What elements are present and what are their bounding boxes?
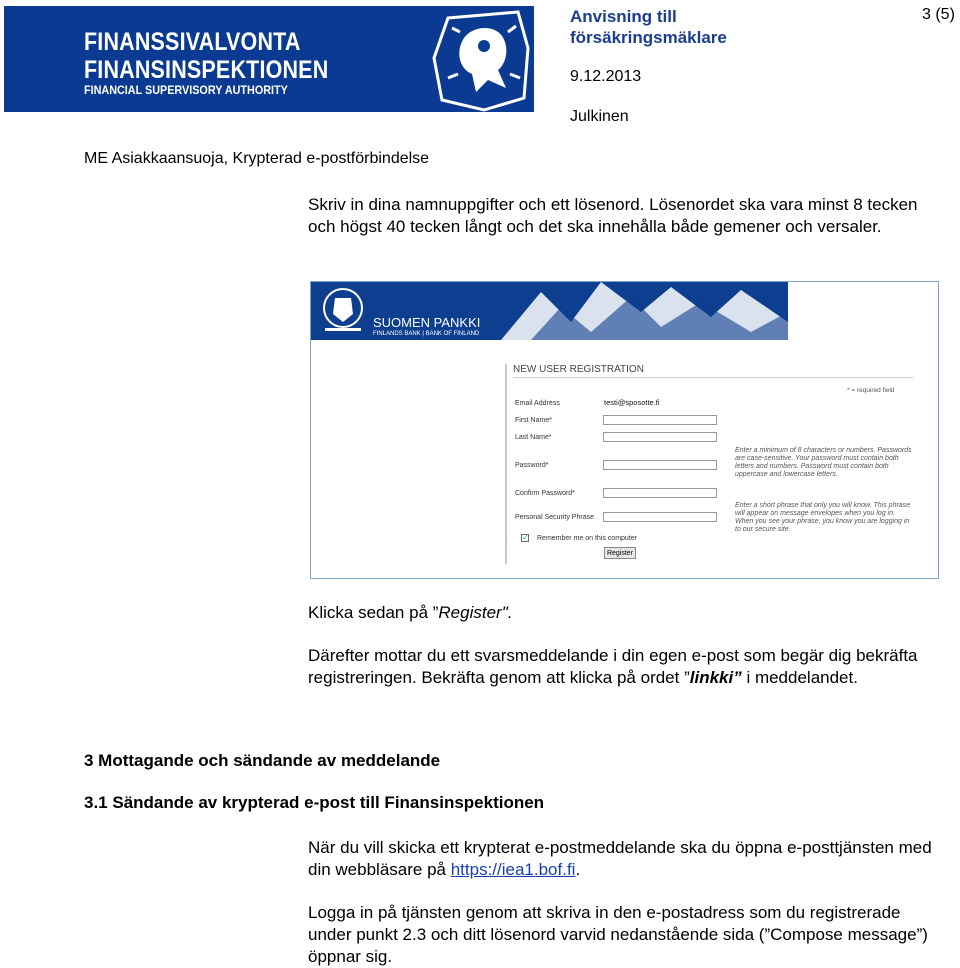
confirmation-text-end: i meddelandet. <box>741 668 858 687</box>
service-url-link[interactable]: https://iea1.bof.fi <box>450 860 576 879</box>
bank-subtitle: FINLANDS BANK | BANK OF FINLAND <box>373 331 480 337</box>
document-classification: Julkinen <box>570 108 629 125</box>
paragraph-click-register <box>308 602 512 624</box>
logo-text-line1: FINANSSIVALVONTA <box>84 28 301 56</box>
email-label: Email Address <box>515 400 560 407</box>
logo-text-line2: FINANSINSPEKTIONEN <box>84 56 329 84</box>
register-word: Register". <box>438 603 513 622</box>
linkki-word: linkki” <box>689 668 742 687</box>
security-phrase-label: Personal Security Phrase <box>515 514 594 521</box>
document-title <box>570 6 727 48</box>
confirm-password-field[interactable] <box>603 488 717 498</box>
remember-me-label: Remember me on this computer <box>537 535 637 542</box>
open-service-text: När du vill skicka ett krypterat e-postmeddelande ska du öppna e-posttjänsten med din webbläsare på <box>308 838 932 879</box>
document-date: 9.12.2013 <box>570 68 642 85</box>
password-hint: Enter a minimum of 8 characters or numbers. Passwords are case-sensitive. Your password must contain both letters and numbers. Password must contain both uppercase and lowercase letters. <box>735 447 912 478</box>
remember-me-checkbox[interactable]: ✓ <box>522 533 529 542</box>
page-number: 3 (5) <box>922 6 955 23</box>
password-field[interactable] <box>603 460 717 470</box>
security-phrase-hint: Enter a short phrase that only you will know. This phrase will appear on message envelopes when you log in. When you see your phrase, you know you are logging in to our secure site. <box>735 502 911 533</box>
paragraph-instructions: Skriv in dina namnuppgifter och ett lösenord. Lösenordet ska vara minst 8 tecken och högst 40 tecken långt och det ska innehålla både gemener och versaler. <box>308 195 918 236</box>
bank-name: SUOMEN PANKKI <box>373 315 481 330</box>
paragraph-login: Logga in på tjänsten genom att skriva in den e-postadress som du registrerade under punkt 2.3 och ditt lösenord varvid nedanstående sida (”Compose message”) öppnar sig. <box>308 903 928 966</box>
header-logo-band <box>4 6 534 112</box>
lion-crest-icon <box>428 8 534 112</box>
bank-seal-icon <box>321 286 365 336</box>
email-value: testi@sposotte.fi <box>604 398 660 407</box>
confirm-password-label: Confirm Password* <box>515 490 575 497</box>
form-title-rule <box>513 377 913 378</box>
register-button[interactable]: Register <box>604 547 636 559</box>
document-title-line1: Anvisning till <box>570 7 677 26</box>
password-label: Password* <box>515 462 549 469</box>
form-divider <box>505 364 507 564</box>
heading-section-3-1: 3.1 Sändande av krypterad e-post till Finansinspektionen <box>84 793 545 812</box>
section-reference: ME Asiakkaansuoja, Krypterad e-postförbindelse <box>84 150 430 167</box>
lion-artwork-icon <box>501 282 788 340</box>
confirmation-text: Därefter mottar du ett svarsmeddelande i din egen e-post som begär dig bekräfta registreringen. Bekräfta genom att klicka på ordet ” <box>308 646 918 687</box>
heading-section-3: 3 Mottagande och sändande av meddelande <box>84 751 441 770</box>
open-service-text-end: . <box>575 860 581 879</box>
logo-text-line3: FINANCIAL SUPERVISORY AUTHORITY <box>84 83 288 97</box>
form-title: NEW USER REGISTRATION <box>513 364 644 375</box>
first-name-label: First Name* <box>515 417 552 424</box>
document-title-line2: försäkringsmäklare <box>570 28 727 47</box>
registration-screenshot <box>310 281 939 579</box>
paragraph-confirmation <box>308 645 938 689</box>
last-name-field[interactable] <box>603 432 717 442</box>
first-name-field[interactable] <box>603 415 717 425</box>
last-name-label: Last Name* <box>515 434 552 441</box>
required-field-note: * = required field <box>847 387 895 394</box>
click-register-text: Klicka sedan på ” <box>308 603 439 622</box>
bank-banner <box>311 282 788 340</box>
security-phrase-field[interactable] <box>603 512 717 522</box>
paragraph-open-service <box>308 837 938 881</box>
